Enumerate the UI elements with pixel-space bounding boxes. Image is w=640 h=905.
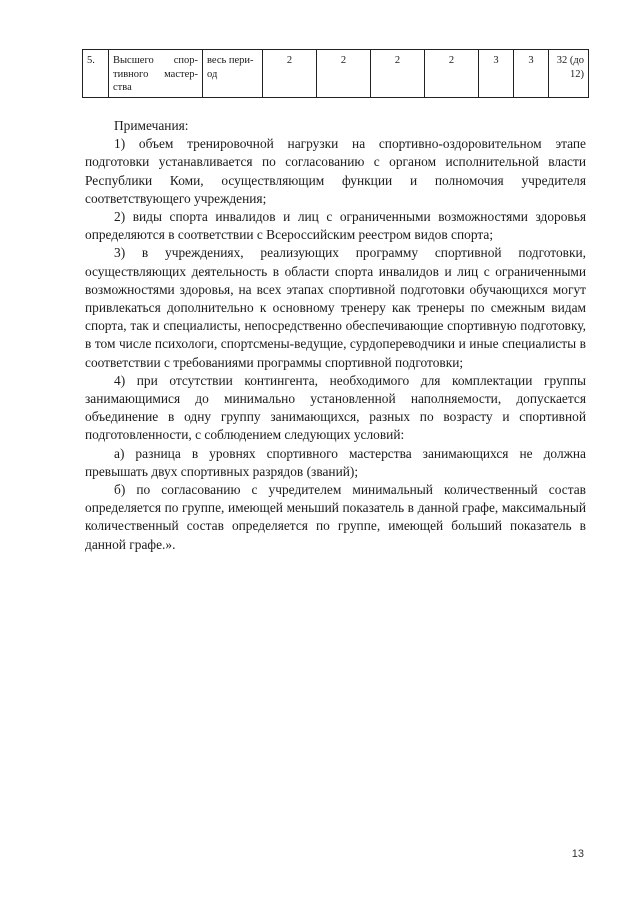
- notes-section: [85, 117, 586, 554]
- note-paragraph: б) по согласованию с учредителем минимальный количественный состав определяется по группе, имеющей меньший показатель в данной графе, максимальный количественный состав определяется по группе, имеющей больший показатель в данной графе.».: [85, 482, 586, 552]
- note-paragraph: 2) виды спорта инвалидов и лиц с ограниченными возможностями здоровья определяются в соответствии с Всероссийским реестром видов спорта;: [85, 209, 586, 243]
- value-cell: 2: [317, 50, 371, 98]
- sports-groups-table: [82, 49, 589, 98]
- row-index-cell: 5.: [83, 50, 109, 98]
- value-cell: 3: [479, 50, 514, 98]
- table-row: [83, 50, 589, 98]
- value-cell: 3: [514, 50, 549, 98]
- page-number: 13: [571, 848, 584, 860]
- note-paragraph: 4) при отсутствии контингента, необходимого для комплектации группы занимающимися до минимально установленной наполняемости, допускается объединение в одну группу занимающихся, разных по возрасту и спортивной подготовленности, с соблюдением следующих условий:: [85, 372, 586, 443]
- note-paragraph: 3) в учреждениях, реализующих программу спортивной подготовки, осуществляющих деятельность в области спорта инвалидов и лиц с ограниченными возможностями здоровья, на всех этапах спортивной подготовки обучающихся могут привлекаться дополнительно к основному тренеру как тренеры по смежным видам спорта, так и специалисты, непосредственно обеспечивающие спортивную подготовку, в том числе психологи, спортсмены-ведущие, сурдопереводчики и иные специалисты в соответствии с требованиями программы спортивной подготовки;: [85, 245, 586, 370]
- value-cell: 2: [371, 50, 425, 98]
- period-cell: весь пери-од: [203, 50, 263, 98]
- note-paragraph: а) разница в уровнях спортивного мастерства занимающихся не должна превышать двух спортивных разрядов (званий);: [85, 445, 586, 479]
- value-cell: 2: [263, 50, 317, 98]
- stage-name-cell: Высшего спор-тивного мастер-ства: [109, 50, 203, 98]
- max-value-cell: 32 (до 12): [549, 50, 589, 98]
- value-cell: 2: [425, 50, 479, 98]
- note-paragraph: 1) объем тренировочной нагрузки на спортивно-оздоровительном этапе подготовки устанавливается по согласованию с органом исполнительной власти Республики Коми, осуществляющим функции и полномочия учредителя соответствующего учреждения;: [85, 136, 586, 206]
- notes-heading: Примечания:: [114, 118, 189, 133]
